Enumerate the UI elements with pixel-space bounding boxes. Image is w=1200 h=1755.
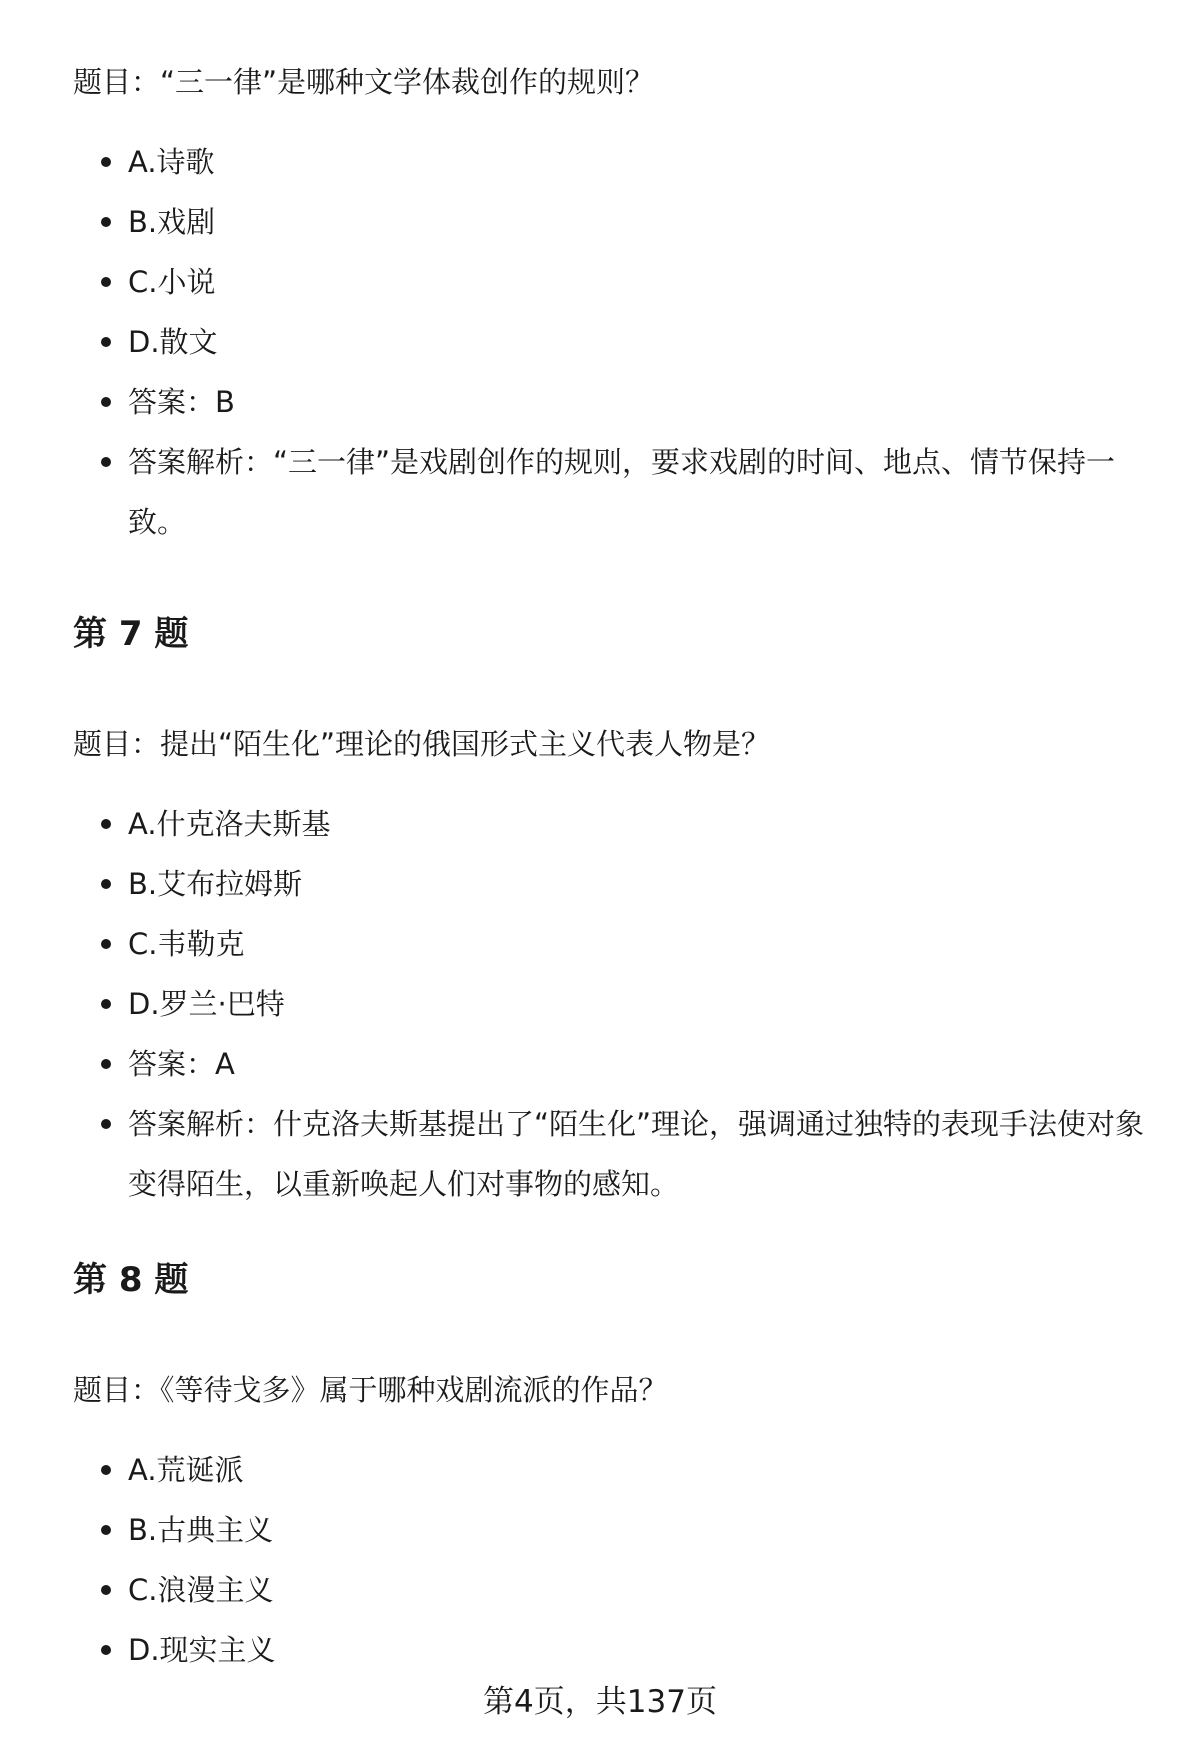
bullet-icon: [101, 819, 111, 829]
bullet-icon: [101, 277, 111, 287]
bullet-icon: [101, 1525, 111, 1535]
options-list: [73, 132, 1153, 552]
option-item: C.浪漫主义: [73, 1560, 1153, 1620]
option-item: C.韦勒克: [73, 914, 1153, 974]
bullet-icon: [101, 1059, 111, 1069]
options-list: [73, 794, 1153, 1214]
bullet-icon: [101, 157, 111, 167]
answer-item: 答案：B: [73, 372, 1153, 432]
option-item: D.散文: [73, 312, 1153, 372]
bullet-icon: [101, 999, 111, 1009]
bullet-icon: [101, 939, 111, 949]
bullet-icon: [101, 397, 111, 407]
answer-item: 答案：A: [73, 1034, 1153, 1094]
option-item: B.古典主义: [73, 1500, 1153, 1560]
bullet-icon: [101, 457, 111, 467]
option-item: A.荒诞派: [73, 1440, 1153, 1500]
option-item: A.什克洛夫斯基: [73, 794, 1153, 854]
question-heading-8: 第 8 题: [73, 1260, 189, 1300]
option-item: B.戏剧: [73, 192, 1153, 252]
bullet-icon: [101, 879, 111, 889]
question-block-6: [73, 62, 1153, 552]
page-number-footer: 第4页，共137页: [483, 1684, 717, 1720]
options-list: [73, 1440, 1153, 1680]
option-item: D.罗兰·巴特: [73, 974, 1153, 1034]
bullet-icon: [101, 1119, 111, 1129]
question-prompt: 题目：《等待戈多》属于哪种戏剧流派的作品？: [73, 1373, 668, 1407]
question-block-7: [73, 724, 1153, 1214]
bullet-icon: [101, 1465, 111, 1475]
question-prompt: 题目：“三一律”是哪种文学体裁创作的规则？: [73, 65, 655, 99]
bullet-icon: [101, 217, 111, 227]
bullet-icon: [101, 1585, 111, 1595]
option-item: C.小说: [73, 252, 1153, 312]
explanation-item: 答案解析：“三一律”是戏剧创作的规则，要求戏剧的时间、地点、情节保持一致。: [73, 432, 1153, 552]
question-heading-7: 第 7 题: [73, 614, 189, 654]
option-item: B.艾布拉姆斯: [73, 854, 1153, 914]
question-prompt: 题目：提出“陌生化”理论的俄国形式主义代表人物是？: [73, 727, 771, 761]
explanation-item: 答案解析：什克洛夫斯基提出了“陌生化”理论，强调通过独特的表现手法使对象变得陌生，以重新唤起人们对事物的感知。: [73, 1094, 1153, 1214]
question-block-8: [73, 1370, 1153, 1680]
bullet-icon: [101, 337, 111, 347]
option-item: D.现实主义: [73, 1620, 1153, 1680]
option-item: A.诗歌: [73, 132, 1153, 192]
bullet-icon: [101, 1645, 111, 1655]
